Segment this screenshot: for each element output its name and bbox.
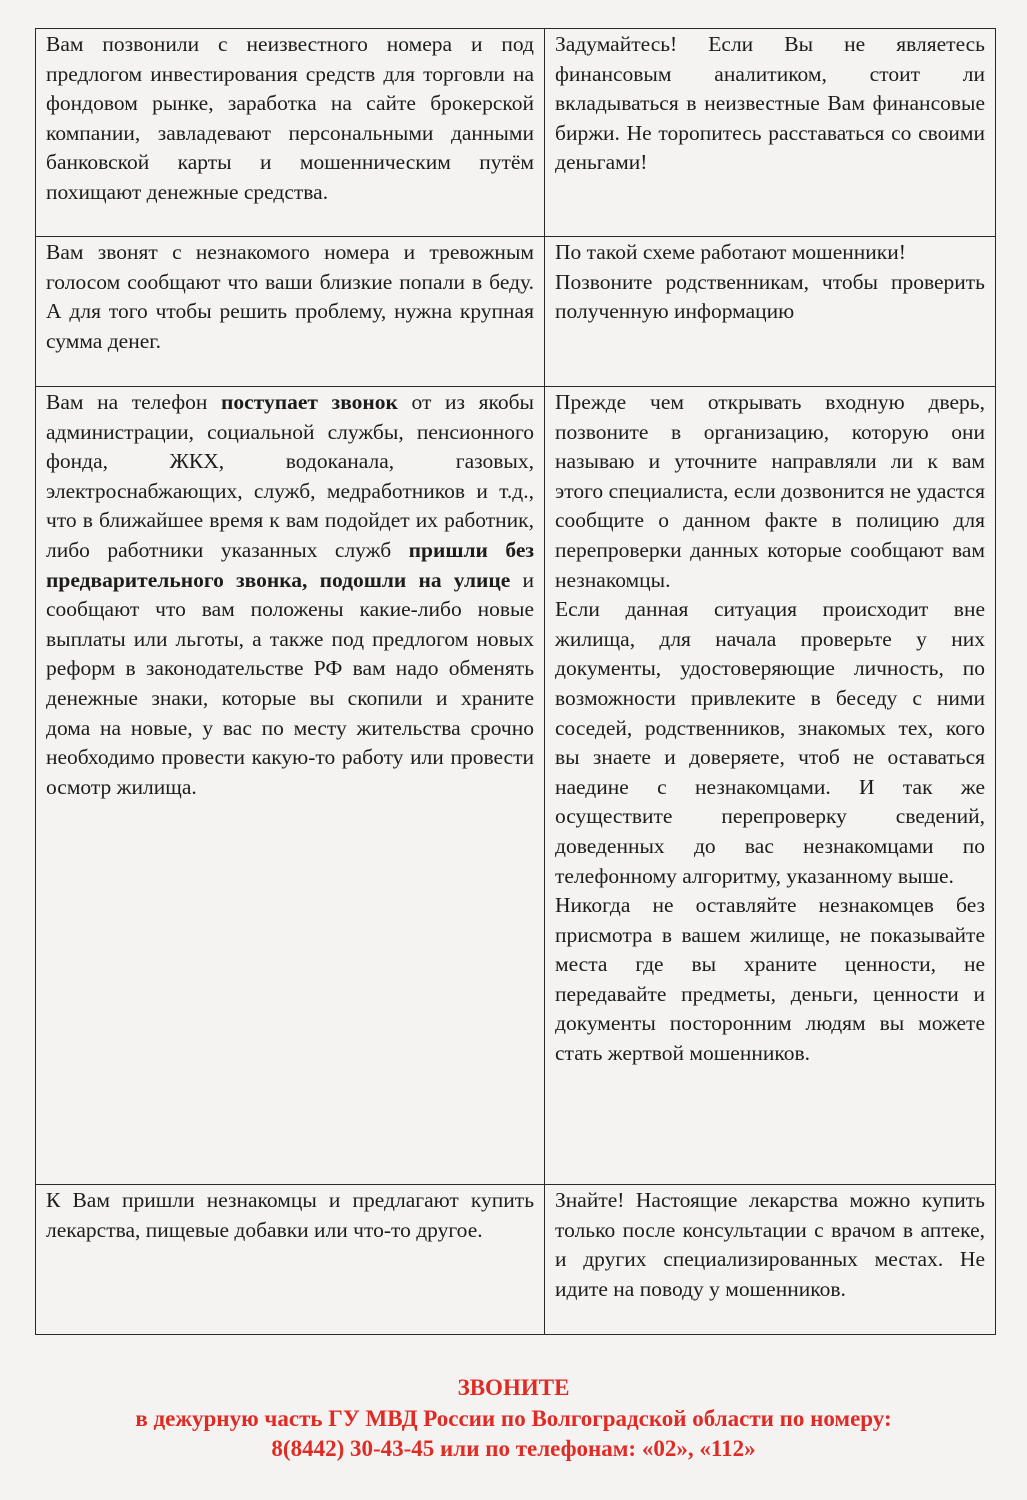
advice-cell — [545, 237, 996, 387]
scenario-cell — [36, 237, 545, 387]
hotline-footer — [0, 1373, 1027, 1465]
advice-text: Знайте! Настоящие лекарства можно купить только после консультации с врачом в аптеке, и других специализированных местах. Не идите на поводу у мошенников. — [555, 1188, 985, 1301]
scenario-cell — [36, 29, 545, 237]
scenario-text-punctuation: , — [302, 567, 320, 592]
scenario-text: Вам позвонили с неизвестного номера и под предлогом инвестирования средств для торговли на фондовом рынке, заработка на сайте брокерской компании, завладевают персональными данными банковской карты и мошенническим путём похищают денежные средства. — [46, 32, 534, 204]
advice-text: Задумайтесь! Если Вы не являетесь финансовым аналитиком, стоит ли вкладываться в неизвестные Вам финансовые биржи. Не торопитесь расставаться со своими деньгами! — [555, 32, 985, 175]
advice-text: Прежде чем открывать входную дверь, позвоните в организацию, которую они называю и уточните направляли ли к вам этого специалиста, если дозвонится не удастся сообщите о данном факте в полицию для перепроверки данных которые сообщают вам незнакомцы. — [555, 390, 985, 592]
footer-phone-numbers: 8(8442) 30-43-45 или по телефонам: «02», «112» — [271, 1436, 756, 1461]
scenario-text-part: Вам на телефон — [46, 390, 221, 414]
table-row — [36, 1185, 996, 1335]
table-row — [36, 29, 996, 237]
advice-text-warning: По такой схеме работают мошенники! — [555, 240, 906, 264]
advice-text: Если данная ситуация происходит вне жилища, для начала проверьте у них документы, удостоверяющие личность, по возможности привлеките в беседу с ними соседей, родственников, знакомых тех, кого вы знаете и доверяете, чтоб не оставаться наедине с незнакомцами. И так же осуществите перепроверку сведений, доведенных до вас незнакомцами по телефонному алгоритму, указанному выше. — [555, 597, 985, 888]
scenario-text: Вам звонят с незнакомого номера и тревожным голосом сообщают что ваши близкие попали в беду. А для того чтобы решить проблему, нужна крупная сумма денег. — [46, 240, 534, 353]
scenario-text-part: от из якобы администрации, социальной службы, пенсионного фонда, ЖКХ, водоканала, газовых, электроснабжающих, служб, медработников и т.д., что в ближайшее время к вам подойдет их работник, либо работники указанных служб — [46, 390, 534, 562]
scenario-text — [46, 388, 534, 802]
footer-line: в дежурную часть ГУ МВД России по Волгоградской области по номеру: — [135, 1405, 892, 1431]
fraud-advice-table — [35, 28, 996, 1335]
footer-heading: ЗВОНИТЕ — [457, 1375, 570, 1400]
table-row — [36, 387, 996, 1185]
advice-text: Позвоните родственникам, чтобы проверить полученную информацию — [555, 269, 985, 324]
scenario-text-emphasis: поступает звонок — [221, 390, 398, 414]
scenario-text-emphasis: пришли без предварительного звонка — [46, 537, 535, 592]
advice-text: Никогда не оставляйте незнакомцев без присмотра в вашем жилище, не показывайте места где вы храните ценности, не передавайте предметы, деньги, ценности и документы посторонним людям вы можете стать жертвой мошенников. — [555, 893, 985, 1066]
advice-cell — [545, 1185, 996, 1335]
table-row — [36, 237, 996, 387]
scenario-cell — [36, 1185, 545, 1335]
advice-cell — [545, 29, 996, 237]
scenario-text-emphasis: подошли на улице — [319, 567, 511, 592]
scenario-text: К Вам пришли незнакомцы и предлагают купить лекарства, пищевые добавки или что-то другое. — [46, 1188, 534, 1242]
scenario-text-part: и сообщают что вам положены какие-либо новые выплаты или льготы, а также под предлогом новых реформ в законодательстве РФ вам надо обменять денежные знаки, которые вы скопили и храните дома на новые, у вас по месту жительства срочно необходимо провести какую-то работу или провести осмотр жилища. — [46, 567, 535, 799]
scenario-cell — [36, 387, 545, 1185]
advice-cell — [545, 387, 996, 1185]
